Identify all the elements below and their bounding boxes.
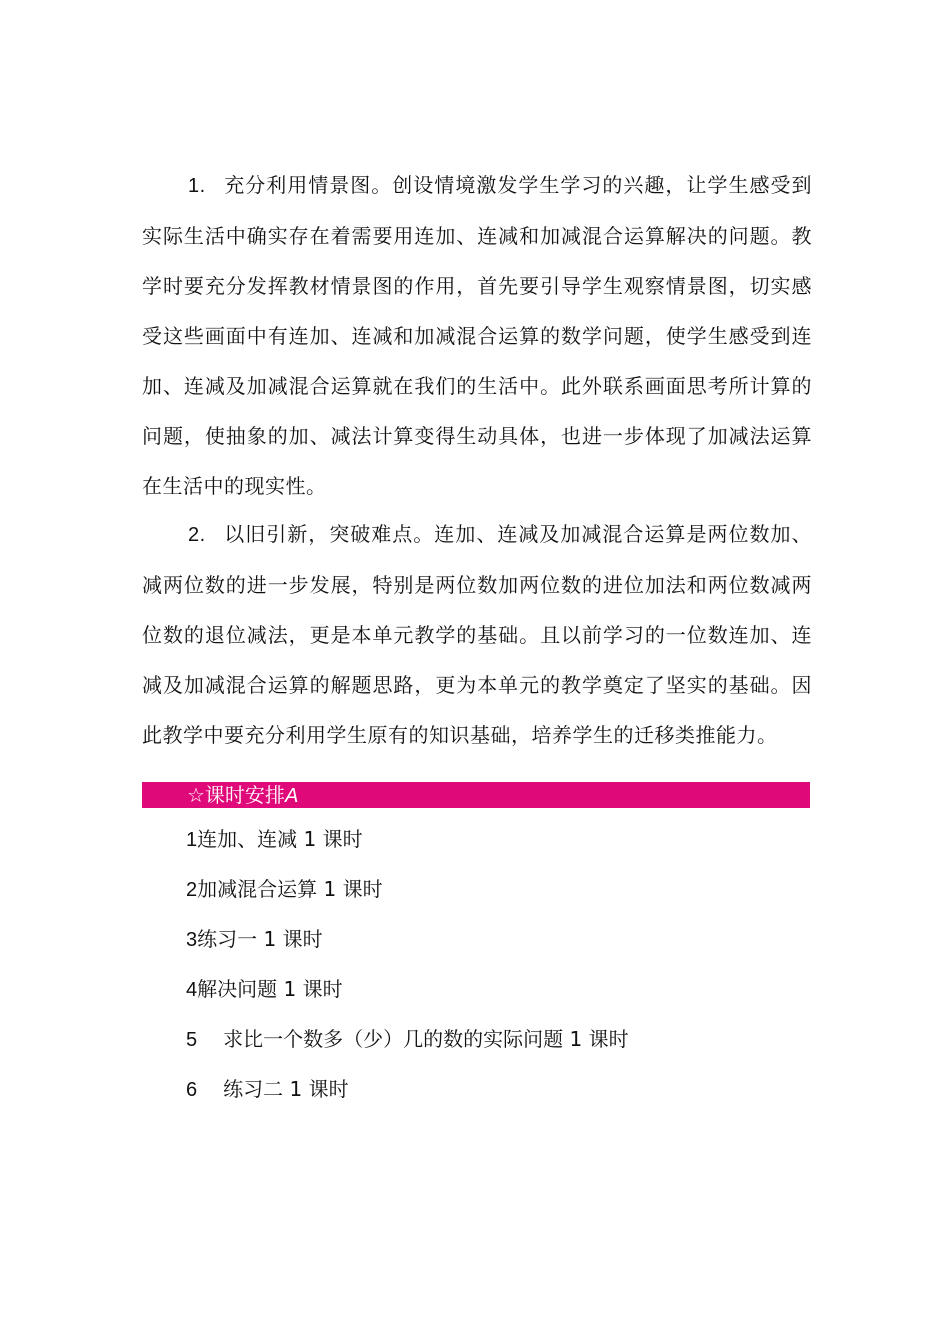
list-item: [186, 1064, 629, 1114]
paragraph-number: 2.: [188, 524, 206, 546]
paragraph-1: [142, 160, 812, 511]
list-item-text: 连加、连减 1 课时: [197, 827, 363, 851]
list-item-text: 加减混合运算 1 课时: [197, 877, 383, 901]
list-item-number: 6: [186, 1079, 198, 1101]
list-item-number: 1: [186, 829, 198, 851]
section-heading-band: [142, 782, 810, 808]
list-item-text: 解决问题 1 课时: [197, 977, 343, 1001]
list-item: [186, 1014, 629, 1064]
list-item: [186, 964, 629, 1014]
list-item: [186, 864, 629, 914]
section-heading: [187, 782, 298, 809]
paragraph-2: [142, 509, 812, 760]
list-item: [186, 914, 629, 964]
list-item-text: 练习一 1 课时: [197, 927, 323, 951]
section-heading-suffix: A: [284, 785, 299, 807]
paragraph-number: 1.: [188, 175, 206, 197]
list-item-number: 4: [186, 979, 198, 1001]
list-item-number: 3: [186, 929, 198, 951]
list-item-number: 5: [186, 1029, 198, 1051]
schedule-list: [186, 814, 629, 1114]
list-item-number: 2: [186, 879, 198, 901]
list-item: [186, 814, 629, 864]
section-heading-text: ☆课时安排: [187, 783, 285, 807]
paragraph-text: 以旧引新，突破难点。连加、连减及加减混合运算是两位数加、减两位数的进一步发展，特别是两位数加两位数的进位加法和两位数减两位数的退位减法，更是本单元教学的基础。且以前学习的一位数连加、连减及加减混合运算的解题思路，更为本单元的教学奠定了坚实的基础。因此教学中要充分利用学生原有的知识基础，培养学生的迁移类推能力。: [142, 522, 812, 747]
list-item-text: 求比一个数多（少）几的数的实际问题 1 课时: [223, 1027, 629, 1051]
list-item-text: 练习二 1 课时: [223, 1077, 349, 1101]
paragraph-text: 充分利用情景图。创设情境激发学生学习的兴趣，让学生感受到实际生活中确实存在着需要用连加、连减和加减混合运算解决的问题。教学时要充分发挥教材情景图的作用，首先要引导学生观察情景图，切实感受这些画面中有连加、连减和加减混合运算的数学问题，使学生感受到连加、连减及加减混合运算就在我们的生活中。此外联系画面思考所计算的问题，使抽象的加、减法计算变得生动具体，也进一步体现了加减法运算在生活中的现实性。: [142, 173, 812, 498]
